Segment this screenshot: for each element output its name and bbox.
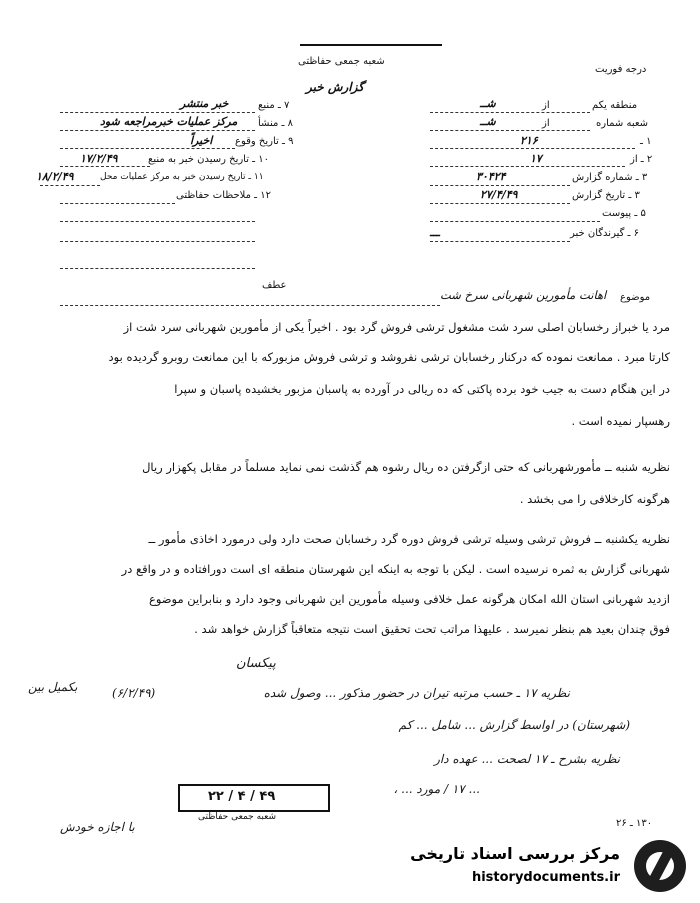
field-2-underline	[430, 166, 625, 167]
bottom-reference: ۱۳۰ ـ ۲۶	[616, 818, 653, 829]
field-10: ۱۰ ـ تاریخ رسیدن خبر به منبع	[148, 154, 270, 165]
field-branch: شعبه شماره	[596, 118, 649, 129]
handwritten-signature: پیکسان	[236, 656, 276, 671]
field-9-underline	[60, 148, 235, 149]
handwritten-note: ... ۱۷ / مورد ... ،	[393, 782, 480, 796]
field-7-value: خبر منتشر	[180, 97, 229, 110]
subject-margin-note: عطف	[262, 280, 287, 291]
field-11: ۱۱ ـ تاریخ رسیدن خبر به مرکز عملیات محل	[100, 172, 264, 182]
archive-url: historydocuments.ir	[471, 870, 620, 885]
handwritten-note: با اجازه خودش	[60, 820, 135, 834]
stamp-caption: شعبه جمعی حفاظتی	[198, 812, 276, 822]
field-6: ۶ ـ گیرندگان خبر	[570, 228, 640, 239]
field-branch-value: شــ	[480, 115, 496, 128]
field-12: ۱۲ ـ ملاحظات حفاظتی	[176, 190, 271, 201]
field-10-underline	[60, 166, 150, 167]
field-12-underline	[60, 203, 175, 204]
subject-label: موضوع	[620, 292, 651, 303]
blank-line-1	[60, 221, 255, 222]
archive-logo-icon	[634, 840, 686, 892]
field-1: ۱ ـ	[640, 136, 652, 147]
field-3-number-underline	[430, 185, 570, 186]
field-branch-underline	[430, 130, 590, 131]
body-line: ازدید شهربانی استان الله امکان هرگونه عمل خلافی وسیله مأمورین این شهربانی وجود دارد و بنابراین موضوع	[148, 592, 670, 606]
field-3-date: ۳ ـ تاریخ گزارش	[572, 190, 640, 201]
blank-line-2	[60, 241, 255, 242]
field-7-underline	[60, 112, 255, 113]
field-5: ۵ ـ پیوست	[602, 208, 646, 219]
field-1-value: ۲۱۶	[520, 134, 538, 147]
body-line: مرد یا خبراز رخسابان اصلی سرد شت مشغول ترشی فروش گرد بود . اخیراً یکی از مأمورین شهربانی سرد شت از	[123, 320, 670, 334]
field-7: ۷ ـ منبع	[258, 100, 290, 111]
handwritten-note: (شهرستان) در اواسط گزارش ... شامل ... کم	[398, 718, 630, 732]
blank-line-3	[60, 268, 255, 269]
field-11-underline	[40, 185, 100, 186]
department-label: شعبه جمعی حفاظتی	[298, 56, 385, 67]
field-region-underline	[430, 112, 590, 113]
field-6-underline	[430, 241, 570, 242]
subject-text: اهانت مأمورین شهربانی سرخ شت	[440, 288, 607, 302]
body-line: رهسپار نمیده است .	[571, 414, 670, 428]
classification-label: درجه فوریت	[595, 64, 647, 75]
handwritten-note: بکمیل بین	[28, 680, 78, 694]
field-region-value: شــ	[480, 97, 496, 110]
handwritten-note: نظریه ۱۷ ـ حسب مرتبه تیران در حضور مذکور ... وصول شده	[263, 686, 570, 700]
body-line: هرگونه کارخلافی را می بخشد .	[519, 492, 670, 506]
field-3-date-underline	[430, 203, 570, 204]
field-3-date-value: ۲۷/۴/۴۹	[480, 188, 518, 201]
body-line: کارتا مبرد . ممانعت نموده که درکنار رخسابان ترشی نفروشد و ترشی فروش مزبورکه با این ممانعت روبرو گردیده بود	[108, 350, 670, 364]
body-line: نظریه شنبه ــ مأمورشهربانی که حتی ازگرفتن ده ریال رشوه هم گذشت نمی نماید مسلماً در مقابل پکهزار ریال	[142, 460, 670, 474]
handwritten-note: نظریه بشرح ـ ۱۷ لصحت ... عهده دار	[434, 752, 620, 766]
date-stamp	[178, 784, 330, 812]
top-line	[300, 44, 442, 46]
field-8-value: مرکز عملیات خبرمراجعه شود	[100, 115, 238, 128]
archive-footer	[400, 832, 700, 903]
field-1-underline	[430, 148, 635, 149]
field-9-value: اخیراً	[190, 134, 213, 147]
page-title: گزارش خبر	[306, 80, 364, 94]
field-10-value: ۱۷/۲/۴۹	[80, 152, 118, 165]
field-region-from: از	[542, 100, 550, 111]
field-3-number: ۳ ـ شماره گزارش	[572, 172, 648, 183]
field-6-value: ـــ	[430, 226, 440, 239]
handwritten-date: (۶/۲/۴۹)	[112, 686, 156, 700]
field-3-number-value: ۳۰۴۲۴	[476, 170, 506, 183]
body-line: فوق چندان بعید هم بنظر نمیرسد . علیهذا مراتب تحت تحقیق است نتیجه متعاقباً گزارش خواهد شد .	[194, 622, 670, 636]
field-2-value: ۱۷	[530, 152, 542, 165]
field-5-underline	[430, 221, 600, 222]
field-11-value: ۱۸/۲/۴۹	[36, 170, 74, 183]
field-8-underline	[60, 130, 255, 131]
stamp-date: ۲۲ / ۴ / ۴۹	[208, 789, 276, 804]
archive-name: مرکز بررسی اسناد تاریخی	[410, 844, 620, 863]
body-line: در این هنگام دست به جیب خود برده پاکتی که ده ریالی در آورده به پاسبان مزبور بخشیده پاسبان و سپرا	[174, 382, 670, 396]
subject-underline	[60, 305, 440, 306]
field-branch-from: از	[542, 118, 550, 129]
field-8: ۸ ـ منشأ	[258, 118, 294, 129]
field-9: ۹ ـ تاریخ وقوع	[235, 136, 294, 147]
field-region: منطقه یکم	[592, 100, 638, 111]
field-2: ۲ ـ از	[630, 154, 653, 165]
body-line: نظریه یکشنبه ــ فروش ترشی وسیله ترشی فروش دوره گرد رخسابان صحت دارد ولی درمورد اخاذی مأمور ــ	[148, 532, 670, 546]
body-line: شهربانی گزارش به ثمره نرسیده است . لیکن با توجه به اینکه این شهرستان منطقه ای است دورافتاده و در واقع در	[121, 562, 670, 576]
